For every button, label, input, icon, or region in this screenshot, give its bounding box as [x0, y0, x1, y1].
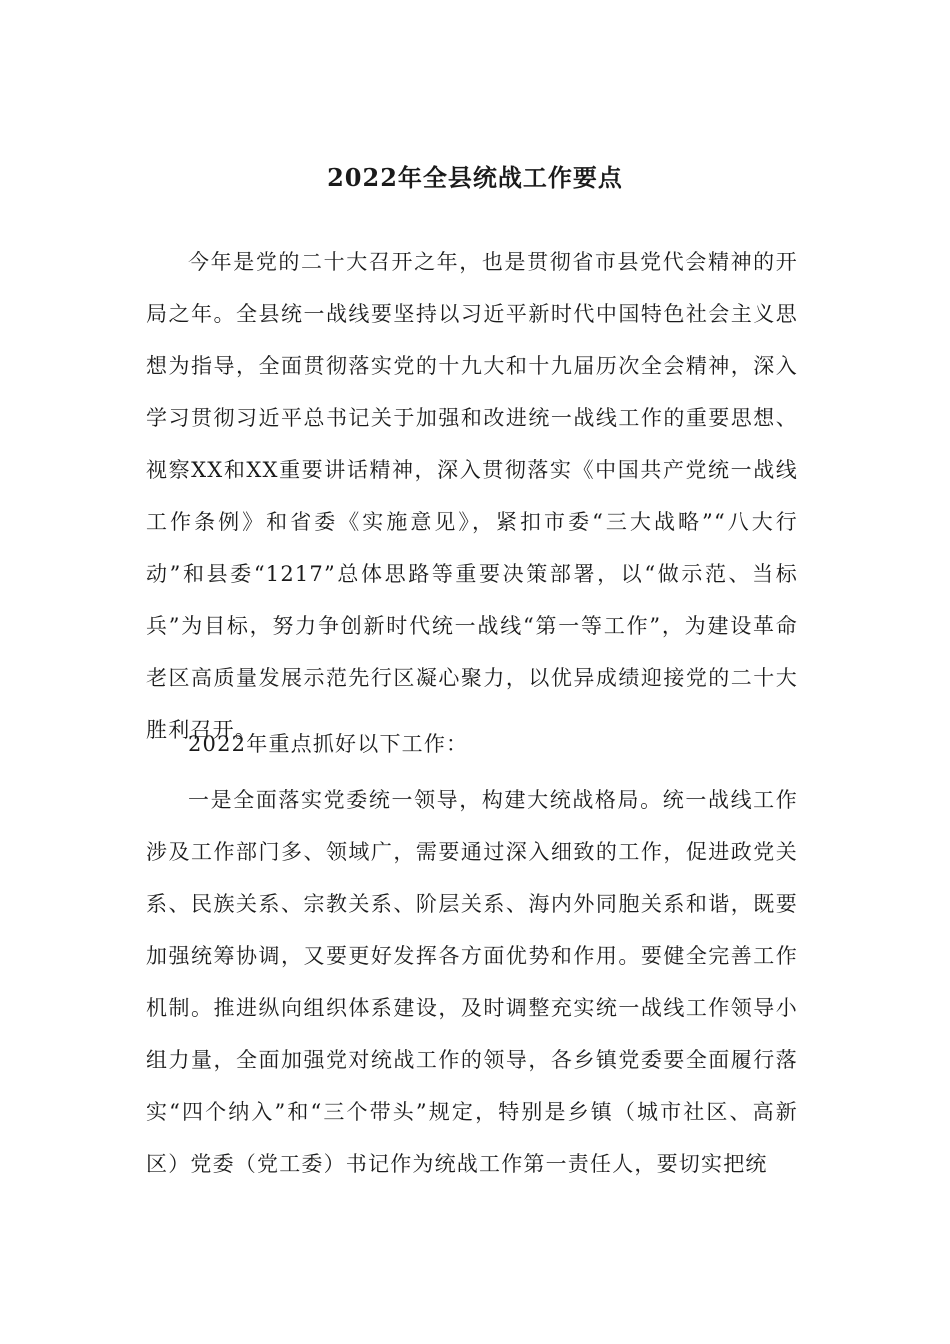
document-title: 2022年全县统战工作要点	[327, 163, 623, 192]
paragraph-task-one: 一是全面落实党委统一领导，构建大统战格局。统一战线工作涉及工作部门多、领域广，需要通过深入细致的工作，促进政党关系、民族关系、宗教关系、阶层关系、海内外同胞关系和谐，既要加强统筹协调，又要更好发挥各方面优势和作用。要健全完善工作机制。推进纵向组织体系建设，及时调整充实统一战线工作领导小组力量，全面加强党对统战工作的领导，各乡镇党委要全面履行落实“四个纳入”和“三个带头”规定，特别是乡镇（城市社区、高新区）党委（党工委）书记作为统战工作第一责任人，要切实把统	[146, 788, 798, 1176]
paragraph-key-tasks-heading: 2022年重点抓好以下工作：	[188, 732, 469, 756]
paragraph-intro: 今年是党的二十大召开之年，也是贯彻省市县党代会精神的开局之年。全县统一战线要坚持以习近平新时代中国特色社会主义思想为指导，全面贯彻落实党的十九大和十九届历次全会精神，深入学习贯彻习近平总书记关于加强和改进统一战线工作的重要思想、视察XX和XX重要讲话精神，深入贯彻落实《中国共产党统一战线工作条例》和省委《实施意见》，紧扣市委“三大战略”“八大行动”和县委“1217”总体思路等重要决策部署，以“做示范、当标兵”为目标，努力争创新时代统一战线“第一等工作”，为建设革命老区高质量发展示范先行区凝心聚力，以优异成绩迎接党的二十大胜利召开。	[146, 250, 798, 742]
